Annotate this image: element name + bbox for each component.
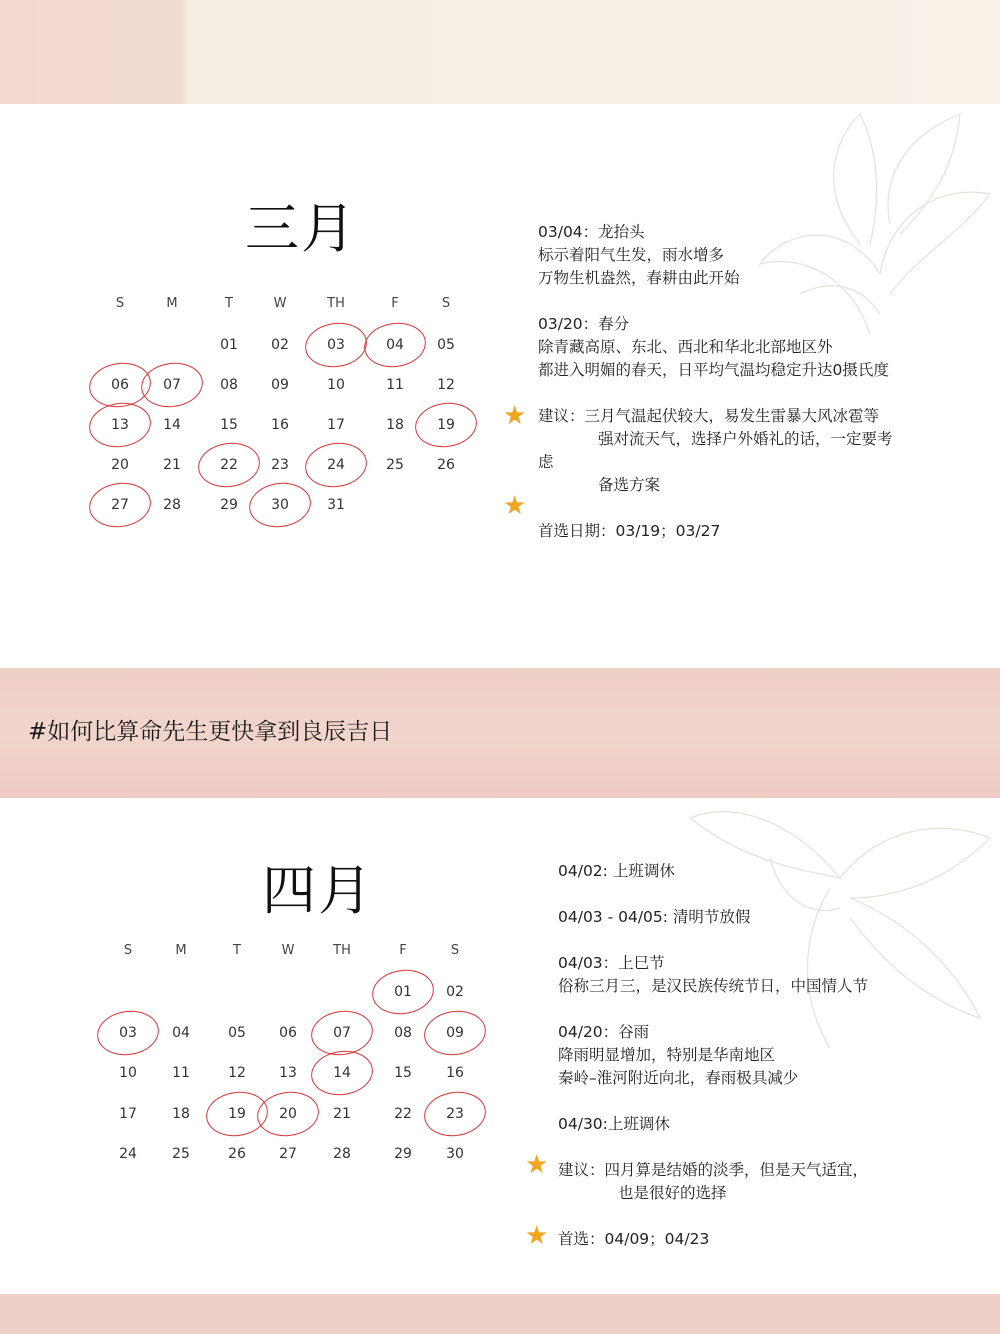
calendar-day: 12	[228, 1065, 246, 1081]
star-icon: ★	[503, 401, 527, 431]
weekday-header: S	[450, 943, 460, 958]
top-paper-band	[0, 0, 1000, 104]
note-line: 虑	[538, 453, 554, 471]
calendar-day: 28	[163, 497, 181, 513]
month-title-april: 四月	[262, 859, 374, 922]
note-line: 强对流天气，选择户外婚礼的话，一定要考	[598, 430, 893, 448]
month-title-march: 三月	[245, 197, 357, 260]
weekday-header: W	[273, 296, 287, 311]
calendar-day: 16	[446, 1065, 464, 1081]
weekday-header: S	[441, 296, 451, 311]
calendar-day: 27	[279, 1146, 297, 1162]
weekday-header: S	[123, 943, 133, 958]
note-line: 04/02: 上班调休	[558, 862, 675, 880]
calendar-day: 14	[163, 417, 181, 433]
note-line: 万物生机盎然，春耕由此开始	[538, 269, 740, 287]
weekday-header: W	[281, 943, 295, 958]
calendar-day: 03	[327, 337, 345, 353]
march-panel	[0, 104, 1000, 668]
calendar-day: 16	[271, 417, 289, 433]
weekday-header: TH	[333, 943, 351, 958]
note-line: 首选日期：03/19；03/27	[538, 522, 721, 540]
weekday-header: TH	[327, 296, 345, 311]
calendar-day: 09	[271, 377, 289, 393]
star-icon: ★	[525, 1221, 549, 1251]
weekday-header: F	[399, 943, 407, 958]
note-line: 03/04：龙抬头	[538, 223, 645, 241]
calendar-day: 17	[119, 1105, 137, 1122]
calendar-day: 10	[327, 377, 345, 393]
calendar-day: 07	[163, 377, 181, 393]
calendar-day: 31	[327, 497, 345, 513]
note-line: 标示着阳气生发，雨水增多	[538, 246, 725, 264]
bottom-paper-band	[0, 1294, 1000, 1334]
april-panel	[0, 798, 1000, 1294]
calendar-day: 04	[386, 337, 404, 353]
calendar-day: 22	[220, 457, 238, 473]
calendar-day: 29	[394, 1146, 412, 1162]
calendar-day: 29	[220, 497, 238, 513]
calendar-day: 13	[279, 1065, 297, 1081]
calendar-day: 14	[333, 1065, 351, 1081]
calendar-day: 08	[220, 377, 238, 393]
calendar-day: 02	[446, 984, 464, 1000]
calendar-day: 24	[327, 457, 345, 473]
calendar-day: 19	[228, 1105, 246, 1122]
weekday-header: M	[175, 943, 187, 958]
calendar-day: 09	[446, 1024, 464, 1041]
weekday-header: T	[233, 943, 241, 958]
calendar-day: 30	[271, 497, 289, 513]
calendar-day: 13	[111, 417, 129, 433]
note-line: 04/20：谷雨	[558, 1023, 650, 1041]
calendar-day: 15	[220, 417, 238, 433]
calendar-day: 30	[446, 1146, 464, 1162]
star-icon: ★	[525, 1150, 549, 1180]
note-line: 俗称三月三，是汉民族传统节日，中国情人节	[558, 977, 869, 995]
calendar-day: 25	[172, 1146, 190, 1162]
calendar-day: 05	[437, 337, 455, 353]
weekday-header: F	[391, 296, 399, 311]
note-line: 04/30:上班调休	[558, 1115, 670, 1133]
calendar-day: 21	[333, 1105, 351, 1122]
calendar-day: 28	[333, 1146, 351, 1162]
hashtag-title: #如何比算命先生更快拿到良辰吉日	[28, 719, 393, 745]
note-line: 备选方案	[598, 476, 661, 494]
note-line: 除青藏高原、东北、西北和华北北部地区外	[538, 338, 833, 356]
star-icon: ★	[503, 491, 527, 521]
calendar-day: 26	[437, 457, 455, 473]
calendar-day: 21	[163, 457, 181, 473]
note-line: 建议：三月气温起伏较大，易发生雷暴大风冰雹等	[538, 407, 880, 425]
calendar-day: 25	[386, 457, 404, 473]
note-line: 04/03 - 04/05: 清明节放假	[558, 908, 751, 926]
calendar-day: 03	[119, 1024, 137, 1041]
calendar-day: 23	[446, 1105, 464, 1122]
note-line: 首选：04/09；04/23	[558, 1230, 710, 1248]
weekday-header: M	[166, 296, 178, 311]
note-line: 03/20：春分	[538, 315, 630, 333]
calendar-day: 10	[119, 1065, 137, 1081]
calendar-day: 06	[111, 377, 129, 393]
weekday-header: T	[225, 296, 233, 311]
calendar-day: 18	[172, 1105, 190, 1122]
calendar-day: 17	[327, 417, 345, 433]
weekday-header: S	[115, 296, 125, 311]
note-line: 建议：四月算是结婚的淡季，但是天气适宜，	[558, 1161, 869, 1179]
note-line: 04/03：上巳节	[558, 954, 665, 972]
calendar-day: 23	[271, 457, 289, 473]
march-notes	[538, 221, 978, 543]
calendar-day: 19	[437, 417, 455, 433]
calendar-day: 05	[228, 1024, 246, 1041]
calendar-day: 24	[119, 1146, 137, 1162]
note-line: 秦岭–淮河附近向北，春雨极具减少	[558, 1069, 799, 1087]
calendar-day: 11	[386, 377, 404, 393]
calendar-day: 20	[279, 1105, 297, 1122]
calendar-day: 15	[394, 1065, 412, 1081]
calendar-day: 01	[394, 984, 412, 1000]
calendar-day: 02	[271, 337, 289, 353]
calendar-day: 27	[111, 497, 129, 513]
calendar-day: 26	[228, 1146, 246, 1162]
calendar-day: 20	[111, 457, 129, 473]
april-notes	[558, 860, 978, 1251]
calendar-day: 06	[279, 1024, 297, 1041]
calendar-day: 01	[220, 337, 238, 353]
note-line: 降雨明显增加，特别是华南地区	[558, 1046, 776, 1064]
note-line: 也是很好的选择	[618, 1184, 727, 1202]
calendar-day: 22	[394, 1105, 412, 1122]
calendar-day: 08	[394, 1024, 412, 1041]
note-line: 都进入明媚的春天，日平均气温均稳定升达0摄氏度	[538, 361, 889, 379]
calendar-day: 07	[333, 1024, 351, 1041]
calendar-day: 04	[172, 1024, 190, 1041]
calendar-day: 11	[172, 1065, 190, 1081]
calendar-day: 12	[437, 377, 455, 393]
calendar-day: 18	[386, 417, 404, 433]
